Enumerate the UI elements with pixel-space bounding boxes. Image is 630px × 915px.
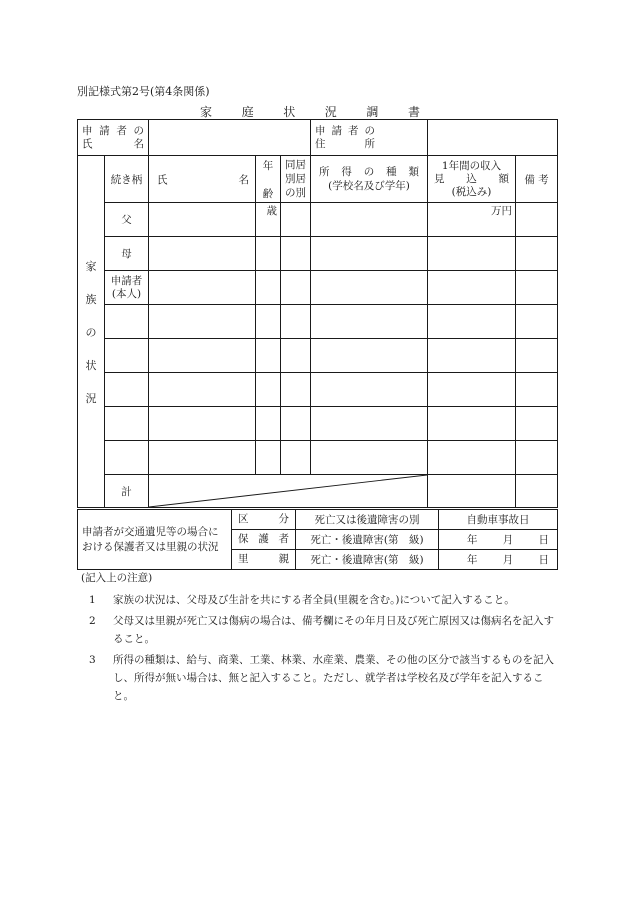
annual-income-field[interactable] [428,271,516,305]
applicant-address-field[interactable] [428,120,558,156]
note-number: 1 [89,594,96,606]
label-char: 申 [82,124,93,137]
accident-date-field[interactable] [439,550,558,570]
relation-field[interactable] [105,407,149,441]
family-row [78,441,558,475]
header-remarks: 備 考 [516,156,558,203]
family-row [78,373,558,407]
title-char: 調 [366,105,379,119]
age-field[interactable] [256,441,281,475]
header-name-left: 氏 [157,173,168,186]
remarks-field[interactable] [516,339,558,373]
annual-income-field[interactable] [428,305,516,339]
cohabit-field[interactable] [281,407,311,441]
accident-col-status: 死亡又は後遺障害の別 [296,510,439,530]
header-name [149,156,256,203]
note-number: 3 [89,654,96,666]
remarks-field[interactable] [516,441,558,475]
total-label: 計 [105,475,149,508]
header-income-type-sub: (学校名及び学年) [328,179,410,192]
income-type-field[interactable] [311,373,428,407]
note-item [81,651,559,705]
remarks-field[interactable] [516,203,558,237]
annual-income-field[interactable] [428,339,516,373]
category-char: 護 [258,533,269,545]
cohabit-field[interactable] [281,305,311,339]
label-char: 住 [315,137,326,150]
header-char: 類 [408,165,419,178]
header-char: 込 [466,172,477,185]
relation-cell: 父 [105,203,149,237]
header-name-right: 名 [238,173,249,186]
side-char: 族 [85,292,97,306]
age-field[interactable] [256,407,281,441]
relation-field[interactable] [105,305,149,339]
income-type-field[interactable] [311,203,428,237]
header-relation: 続き柄 [105,156,149,203]
annual-income-field[interactable] [428,407,516,441]
label-char: 者 [116,124,127,137]
income-type-field[interactable] [311,305,428,339]
header-cohabit-line: 同居 [285,159,306,171]
accident-header-row [78,510,558,530]
date-unit: 日 [538,534,549,546]
category-char: 親 [278,553,289,565]
header-age-char: 年 [262,159,274,172]
label-char: 申 [315,124,326,137]
header-cohabit-line: 別居 [285,173,306,185]
relation-cell: 母 [105,237,149,271]
label-char: 請 [331,124,342,137]
header-char: 得 [341,165,352,178]
header-age [256,156,281,203]
cohabit-field[interactable] [281,203,311,237]
header-annual-line3: (税込み) [451,185,492,198]
category-char: 者 [278,533,289,545]
member-name-field[interactable] [149,407,256,441]
side-char: の [85,325,97,339]
accident-category [232,530,296,550]
member-name-field[interactable] [149,441,256,475]
document-title [200,103,420,120]
remarks-field[interactable] [516,237,558,271]
income-unit: 万円 [491,205,512,217]
family-row [78,203,558,237]
accident-status-field[interactable]: 死亡・後遺障害(第 級) [296,530,439,550]
title-char: 家 [200,105,213,119]
relation-field[interactable] [105,441,149,475]
header-char: 所 [319,165,330,178]
label-char: 氏 [82,137,93,150]
member-name-field[interactable] [149,203,256,237]
form-number-label: 別記様式第2号(第4条関係) [77,85,210,98]
member-name-field[interactable] [149,305,256,339]
relation-cell: 申請者 (本人) [105,271,149,305]
annual-income-field[interactable] [428,237,516,271]
label-char: 名 [133,137,144,150]
income-type-field[interactable] [311,271,428,305]
family-status-table [77,119,558,508]
note-text: 父母又は里親が死亡又は傷病の場合は、備考欄にその年月日及び死亡原因又は傷病名を記入すること。 [113,615,554,645]
age-field[interactable] [256,373,281,407]
date-unit: 月 [502,534,514,546]
cohabit-field[interactable] [281,373,311,407]
title-char: 庭 [241,105,254,119]
family-header-row [78,156,558,203]
label-char: の [364,124,375,137]
age-field[interactable] [256,305,281,339]
label-char: 者 [348,124,359,137]
date-unit: 年 [467,534,478,546]
cohabit-field[interactable] [281,271,311,305]
remarks-field[interactable] [516,305,558,339]
header-age-char: 齢 [262,187,274,200]
header-cohabit [281,156,311,203]
diagonal-strike-line [149,475,427,507]
family-row [78,305,558,339]
header-char: の [363,165,375,178]
relation-field[interactable] [105,339,149,373]
family-row [78,339,558,373]
applicant-row [78,120,558,156]
note-text: 所得の種類は、給与、商業、工業、林業、水産業、農業、その他の区分で該当するものを記入し、所得が無い場合は、無と記入すること。ただし、就学者は学校名及び学年を記入すること。 [113,654,554,702]
accident-label: 申請者が交通遺児等の場合における保護者又は里親の状況 [78,510,232,570]
total-income-field[interactable] [428,475,516,508]
remarks-field[interactable] [516,373,558,407]
title-char: 況 [324,105,337,119]
header-char: 種 [386,165,397,178]
member-name-field[interactable] [149,237,256,271]
accident-date-field[interactable] [439,530,558,550]
cohabit-field[interactable] [281,339,311,373]
note-text: 家族の状況は、父母及び生計を共にする者全員(里親を含む。)について記入すること。 [113,594,515,606]
remarks-field[interactable] [516,407,558,441]
note-item [81,591,559,609]
accident-col-category [232,510,296,530]
header-income-type [311,156,428,203]
family-row [78,237,558,271]
label-char: 請 [99,124,110,137]
age-field[interactable] [256,237,281,271]
accident-status-field[interactable]: 死亡・後遺障害(第 級) [296,550,439,570]
label-char: の [133,124,144,137]
annual-income-field[interactable] [428,203,516,237]
accident-category [232,550,296,570]
label-char: 所 [364,137,375,150]
date-unit: 年 [467,554,478,566]
accident-status-table [77,509,558,570]
entry-notes [81,570,559,708]
family-row [78,407,558,441]
income-type-field[interactable] [311,441,428,475]
income-type-field[interactable] [311,237,428,271]
age-field[interactable] [256,203,281,237]
annual-income-field[interactable] [428,441,516,475]
age-unit: 歳 [266,205,277,217]
cohabit-field[interactable] [281,237,311,271]
title-char: 書 [407,105,420,119]
header-cohabit-line: の別 [285,187,306,199]
applicant-name-field[interactable] [149,120,311,156]
side-char: 況 [85,391,97,405]
applicant-address-label [311,120,428,156]
date-unit: 月 [502,554,514,566]
total-struck-cells [149,475,428,508]
title-char: 状 [283,105,296,119]
side-char: 状 [85,358,97,372]
applicant-name-label [78,120,149,156]
remarks-field[interactable] [516,271,558,305]
header-annual-line1: 1年間の収入 [441,160,502,172]
note-item [81,612,559,648]
note-number: 2 [89,615,96,627]
annual-income-field[interactable] [428,373,516,407]
member-name-field[interactable] [149,271,256,305]
category-char: 保 [238,533,249,545]
header-annual-income [428,156,516,203]
header-char: 区 [238,513,249,525]
relation-field[interactable] [105,373,149,407]
total-remarks-field[interactable] [516,475,558,508]
family-side-label [78,156,105,508]
category-char: 里 [238,553,249,565]
family-row [78,271,558,305]
notes-heading: (記入上の注意) [81,572,153,584]
header-char: 分 [278,513,289,525]
member-name-field[interactable] [149,339,256,373]
side-char: 家 [85,259,97,273]
accident-col-date: 自動車事故日 [439,510,558,530]
cohabit-field[interactable] [281,441,311,475]
date-unit: 日 [538,554,549,566]
member-name-field[interactable] [149,373,256,407]
header-char: 額 [498,172,509,185]
age-field[interactable] [256,271,281,305]
income-type-field[interactable] [311,339,428,373]
header-char: 見 [434,172,445,185]
age-field[interactable] [256,339,281,373]
total-row [78,475,558,508]
income-type-field[interactable] [311,407,428,441]
